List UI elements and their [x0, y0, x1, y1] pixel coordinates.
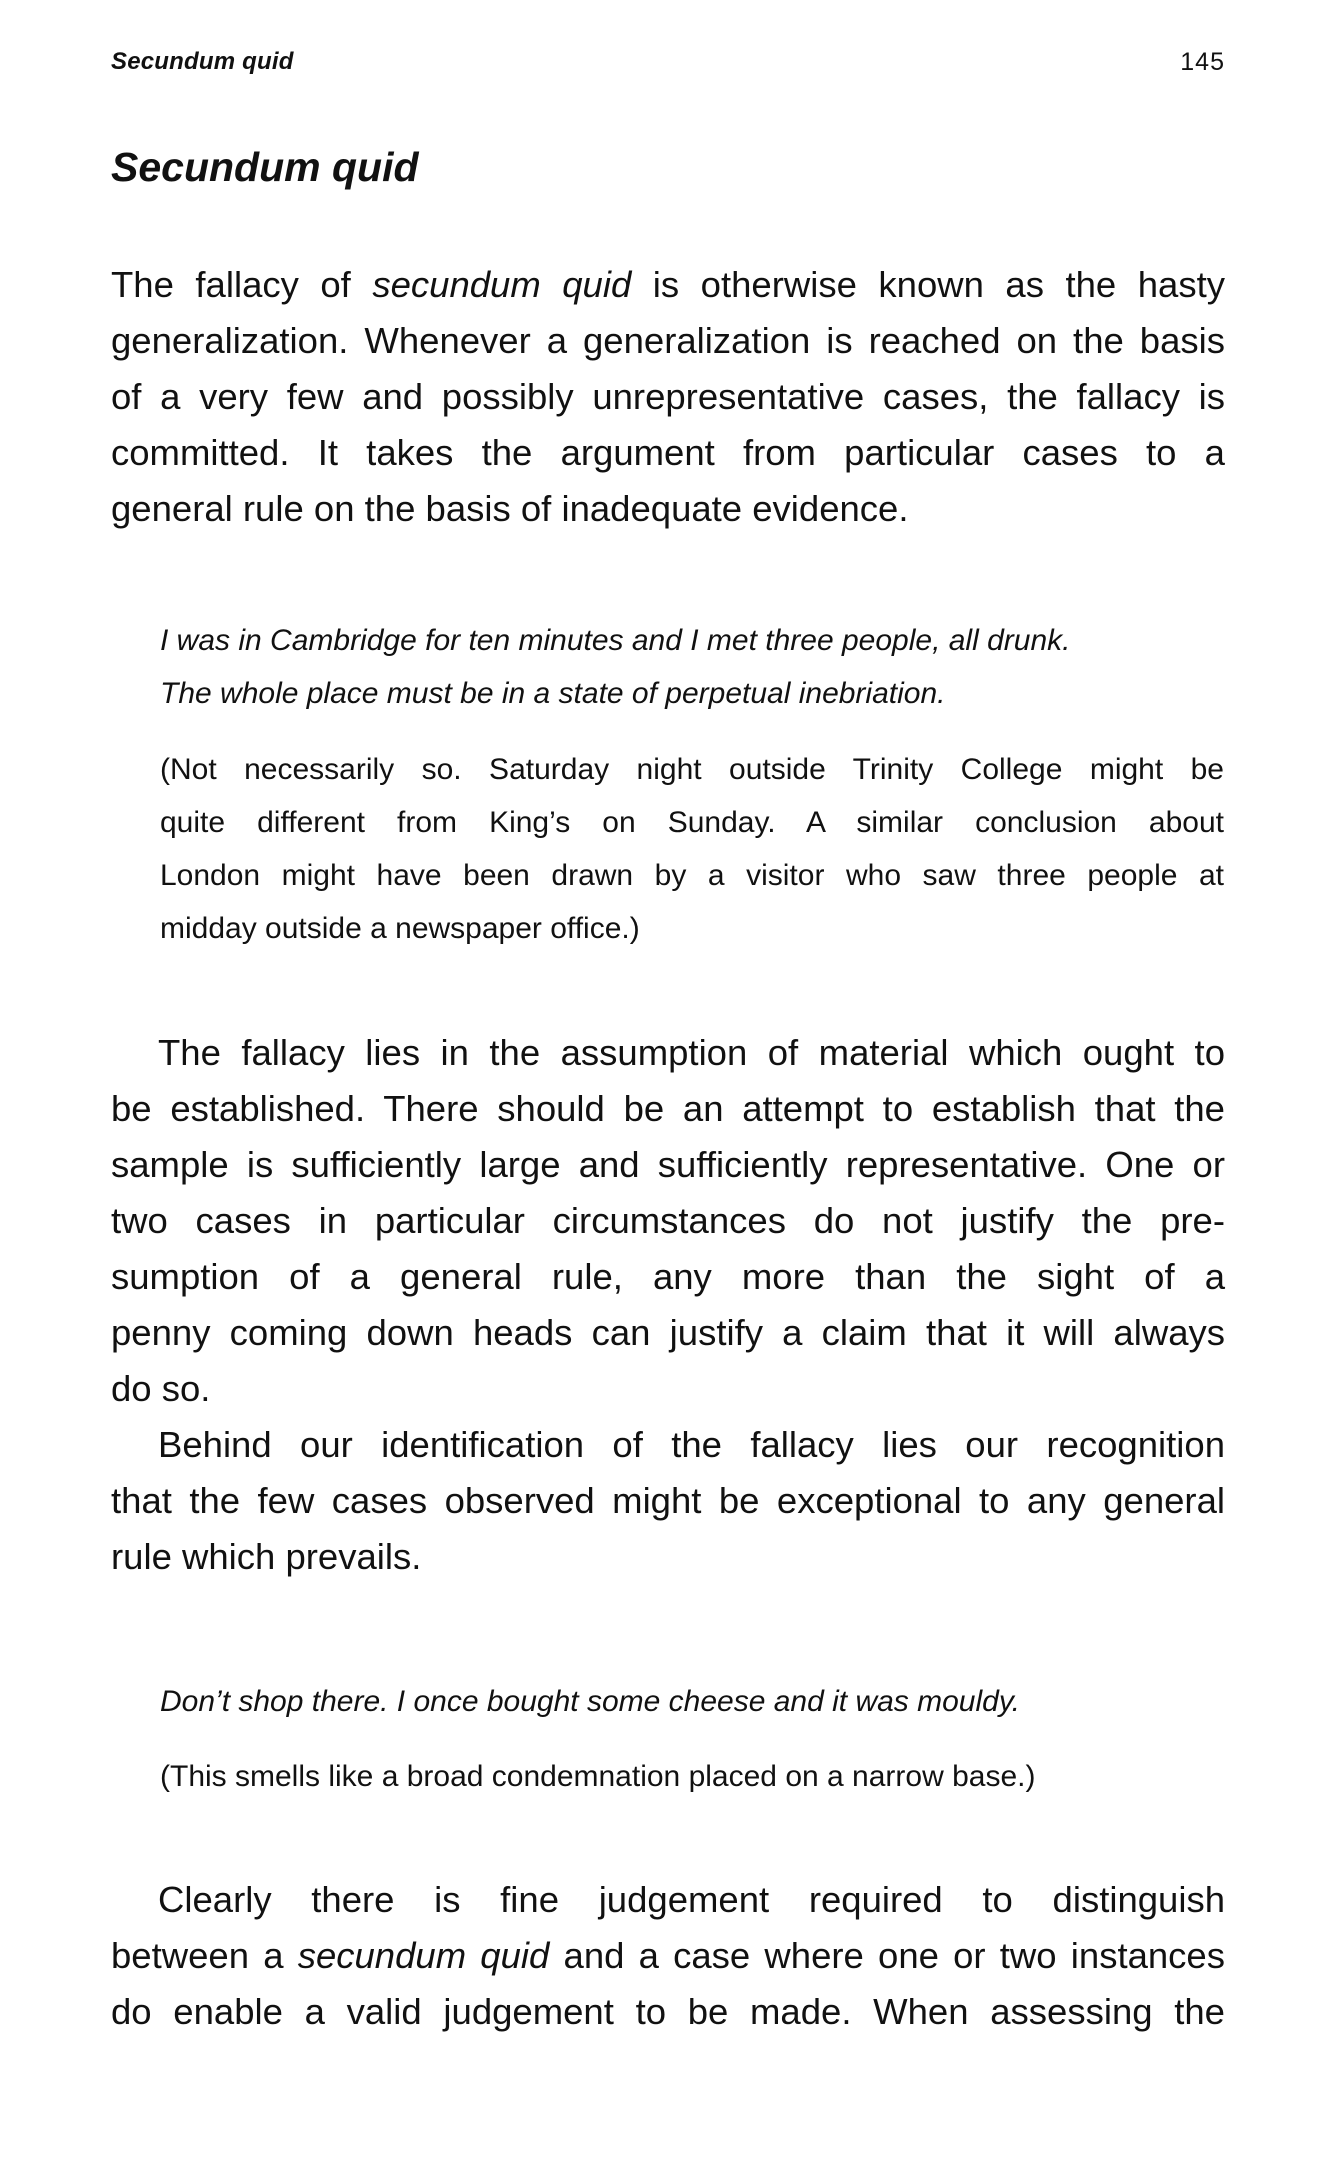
comment-line: (Not necessarily so. Saturday night outside Trinity College might be: [160, 753, 1224, 786]
example-line: Don’t shop there. I once bought some cheese and it was mouldy.: [160, 1685, 1020, 1718]
comment-line: quite different from King’s on Sunday. A similar conclusion about: [160, 806, 1224, 839]
comment-line: midday outside a newspaper office.): [160, 912, 640, 945]
text-line: two cases in particular circumstances do not justify the pre-: [111, 1200, 1225, 1241]
text-line: between a secundum quid and a case where one or two instances: [111, 1935, 1225, 1976]
example-cambridge: [160, 614, 1224, 720]
text-line: do enable a valid judgement to be made. When assessing the: [111, 1991, 1225, 2032]
text-line: committed. It takes the argument from particular cases to a: [111, 432, 1225, 473]
text-line: The fallacy of secundum quid is otherwise known as the hasty: [111, 264, 1225, 305]
text-line: be established. There should be an attempt to establish that the: [111, 1088, 1225, 1129]
assumption-paragraph: [111, 1025, 1225, 1417]
example-line: The whole place must be in a state of perpetual inebriation.: [160, 677, 946, 710]
intro-paragraph: [111, 257, 1225, 537]
example-cheese: [160, 1675, 1224, 1728]
latin-term: secundum quid: [372, 264, 632, 305]
text-line: sumption of a general rule, any more than the sight of a: [111, 1256, 1225, 1297]
section-title: Secundum quid: [111, 144, 419, 190]
recognition-paragraph: [111, 1417, 1225, 1585]
judgement-paragraph: [111, 1872, 1225, 2040]
page-number: 145: [1180, 48, 1225, 76]
text-line: Behind our identification of the fallacy lies our recognition: [158, 1424, 1225, 1465]
text-line: of a very few and possibly unrepresentative cases, the fallacy is: [111, 376, 1225, 417]
text-line: generalization. Whenever a generalization is reached on the basis: [111, 320, 1225, 361]
text-line: general rule on the basis of inadequate evidence.: [111, 488, 909, 529]
text-line: do so.: [111, 1368, 211, 1409]
comment-cheese: [160, 1750, 1224, 1803]
text-line: The fallacy lies in the assumption of material which ought to: [158, 1032, 1225, 1073]
comment-line: (This smells like a broad condemnation placed on a narrow base.): [160, 1760, 1036, 1793]
comment-cambridge: [160, 743, 1224, 955]
text-line: that the few cases observed might be exceptional to any general: [111, 1480, 1225, 1521]
comment-line: London might have been drawn by a visitor who saw three people at: [160, 859, 1224, 892]
text-line: penny coming down heads can justify a claim that it will always: [111, 1312, 1225, 1353]
text-line: rule which prevails.: [111, 1536, 422, 1577]
text-line: Clearly there is fine judgement required to distinguish: [158, 1879, 1225, 1920]
latin-term: secundum quid: [297, 1935, 550, 1976]
running-head: Secundum quid: [111, 48, 294, 75]
example-line: I was in Cambridge for ten minutes and I met three people, all drunk.: [160, 624, 1071, 657]
text-line: sample is sufficiently large and sufficiently representative. One or: [111, 1144, 1225, 1185]
